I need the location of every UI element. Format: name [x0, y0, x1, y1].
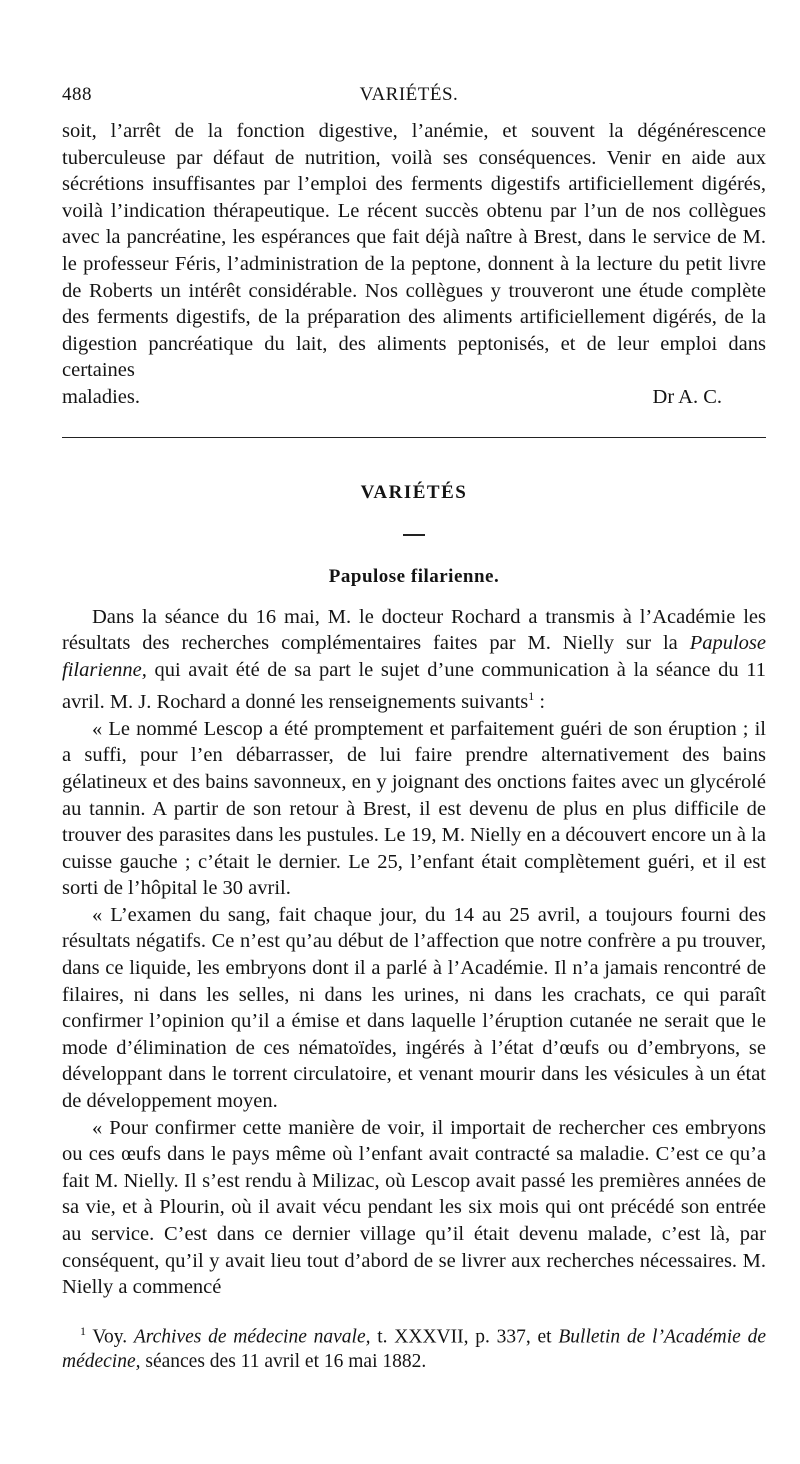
body-paragraph-3: « L’examen du sang, fait chaque jour, du 14 au 25 avril, a toujours fourni des résultats négatifs. Ce n’est qu’au début de l’affection que notre confrère a pu trouver, dans ce liquide, les embryons dont il a parlé à l’Académie. Il n’a jamais rencontré de filaires, ni dans les selles, ni dans les urines, ni dans les crachats, ce qui paraît confirmer l’opinion qu’il a émise et dans laquelle l’éruption cutanée ne serait que le mode d’élimination de ces nématoïdes, ingérés à l’état d’œufs ou d’embryons, se développant dans le torrent circulatoire, et venant mourir dans les vésicules à un état de développement moyen. — [62, 903, 766, 1113]
title-dash — [403, 534, 425, 536]
previous-article-last-line: maladies. — [62, 385, 140, 408]
author-signature: Dr A. C. — [652, 385, 722, 408]
footnote-journal-1: Archives de médecine navale, — [133, 1326, 371, 1348]
p1-text-a: Dans la séance du 16 mai, M. le docteur Rochard a transmis à l’Académie les résultats des recherches complémentaires faites par M. Nielly sur la — [62, 605, 766, 655]
previous-article-closing — [62, 384, 766, 411]
page-number: 488 — [62, 84, 92, 105]
document-page — [62, 84, 766, 1374]
footnote-text-a: Voy. — [86, 1326, 134, 1348]
running-title: VARIÉTÉS. — [359, 84, 459, 105]
body-paragraph-4: « Pour confirmer cette manière de voir, il importait de rechercher ces embryons ou ces œufs dans le pays même où l’enfant avait contracté sa maladie. C’est ce qu’a fait M. Nielly. Il s’est rendu à Milizac, où Lescop avait passé les premières années de sa vie, et à Plourin, où il avait vécu pendant les six mois qui ont précédé son entrée au service. C’est dans ce dernier village qu’il était devenu malade, c’est là, par conséquent, qu’il y avait lieu tout d’abord de se livrer aux recherches nécessaires. M. Nielly a commencé — [62, 1116, 766, 1299]
footnote-reference: 1 — [528, 689, 535, 704]
footnote-text-c: séances des 11 avril et 16 mai 1882. — [140, 1351, 427, 1373]
section-divider-rule — [62, 437, 766, 438]
running-header — [62, 84, 766, 118]
footnote-text-b: t. XXXVII, p. 337, et — [370, 1326, 559, 1348]
article-title: Papulose filarienne. — [328, 565, 500, 587]
footnote-marker: 1 — [80, 1323, 86, 1338]
p1-text-end: : — [534, 691, 546, 714]
body-paragraph-2: « Le nommé Lescop a été promptement et parfaitement guéri de son éruption ; il a suffi, pour l’en débarrasser, de lui faire prendre alternativement des bains gélatineux et des bains savonneux, en y joignant des onctions faites avec un glycérolé au tannin. A partir de son retour à Brest, il est devenu de plus en plus difficile de trouver des parasites dans les pustules. Le 19, M. Nielly en a découvert encore un à la cuisse gauche ; c’était le dernier. Le 25, l’enfant était complètement guéri, et il est sorti de l’hôpital le 30 avril. — [62, 717, 766, 900]
footnote-journal-2: Bulletin de l’Académie de médecine, — [62, 1326, 766, 1373]
previous-article-paragraph: soit, l’arrêt de la fonction digestive, l’anémie, et souvent la dégénérescence tuberculeuse par défaut de nutrition, voilà ses conséquences. Venir en aide aux sécrétions insuffisantes par l’emploi des ferments digestifs artificiellement digérés, voilà l’indication thérapeutique. Le récent succès obtenu par l’un de nos collègues avec la pancréatine, les espérances que fait déjà naître à Brest, dans le service de M. le professeur Féris, l’administration de la peptone, donnent à la lecture du petit livre de Roberts un intérêt considérable. Nos collègues y trouveront une étude complète des ferments digestifs, de la préparation des aliments artificiellement digérés, de la digestion pancréatique du lait, des aliments peptonisés, et de leur emploi dans certaines — [62, 120, 766, 382]
p1-italic-term: Papulose filarienne, — [62, 632, 766, 681]
p1-text-b: qui avait été de sa part le sujet d’une communication à la séance du 11 avril. M. J. Rochard a donné les renseignements suivants — [62, 658, 766, 714]
footnote — [62, 1319, 766, 1375]
section-title: VARIÉTÉS — [360, 481, 468, 503]
body-paragraph-1 — [62, 604, 766, 716]
